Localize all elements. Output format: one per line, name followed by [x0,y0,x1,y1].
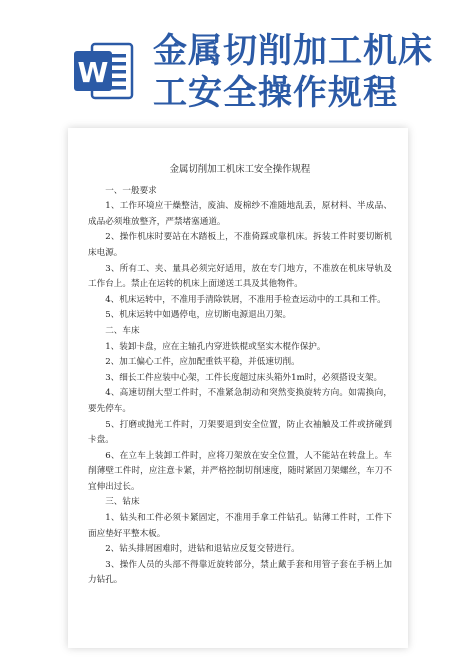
paragraph: 4、高速切削大型工件时，不准紧急制动和突然变换旋转方向。如需换向，要先停车。 [88,388,392,414]
page-title [153,30,463,114]
paragraph: 2、钻头排屑困难时，进钻和退钻应反复交替进行。 [105,544,300,555]
paragraph: 1、工作环境应干燥整洁，废油、废棉纱不准随地乱丢，原材料、半成品、成品必须堆放整齐，严禁堵塞通道。 [88,201,392,227]
paragraph: 5、打磨或抛光工件时，刀架要退到安全位置，防止衣袖触及工件或挤碰到卡盘。 [88,419,392,446]
paragraph: 4、机床运转中，不准用手清除铁屑，不准用手检查运动中的工具和工件。 [105,294,386,305]
paragraph: 1、钻头和工件必须卡紧固定，不准用手拿工件钻孔。钻薄工件时，工件下面应垫好平整木板。 [88,513,392,539]
word-letter: W [77,56,109,89]
paragraph: 2、加工偏心工件，应加配重铁平稳，并低速切削。 [105,357,300,368]
paragraph: 5、机床运转中如遇停电，应切断电源退出刀架。 [105,310,292,321]
document-body [88,162,392,589]
word-icon [70,38,136,104]
title-line-2: 工安全操作规程 [153,73,398,113]
section-heading: 三、钻床 [105,497,140,508]
section-heading: 二、车床 [105,325,140,336]
paragraph: 2、操作机床时要站在木踏板上，不准倚踩或靠机床。拆装工件时要切断机床电源。 [88,232,392,258]
paragraph: 3、细长工件应装中心架，工件长度超过床头箱外1m时，必须搭设支架。 [105,372,383,383]
title-line-1: 金属切削加工机床 [153,31,433,71]
paragraph: 6、在立车上装卸工件时，应将刀架放在安全位置，人不能站在转盘上。车削薄壁工件时，应注意卡紧，并严格控制切削速度，随时紧固刀架螺丝，车刀不宜伸出过长。 [88,450,392,492]
header [0,0,474,120]
document-page [68,128,408,648]
document-title: 金属切削加工机床工安全操作规程 [169,164,311,175]
paragraph: 3、所有工、夹、量具必须完好适用，放在专门地方，不准放在机床导轨及工作台上。禁止在运转的机床上面递送工具及其他物件。 [88,263,392,290]
paragraph: 1、装卸卡盘，应在主轴孔内穿进铁棍或坚实木棍作保护。 [105,341,326,352]
paragraph: 3、操作人员的头部不得靠近旋转部分，禁止戴手套和用管子套在手柄上加力钻孔。 [88,559,392,586]
section-heading: 一、一般要求 [105,185,157,196]
